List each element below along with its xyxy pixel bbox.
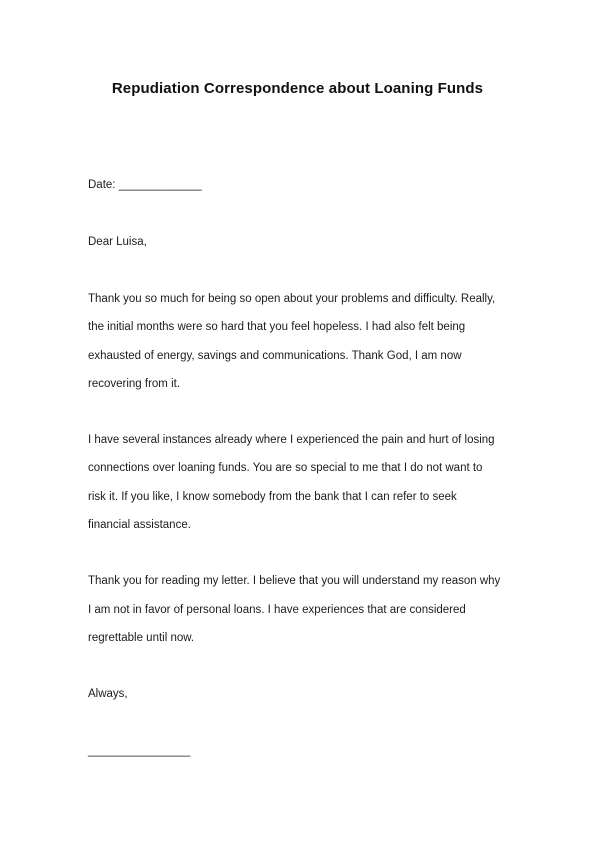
paragraph-2-line-2: connections over loaning funds. You are so special to me that I do not want to (88, 462, 483, 474)
paragraph-1-line-2: the initial months were so hard that you feel hopeless. I had also felt being (88, 321, 466, 333)
document-title: Repudiation Correspondence about Loaning Funds (111, 80, 484, 97)
paragraph-3-line-2: I am not in favor of personal loans. I have experiences that are considered (88, 604, 466, 616)
paragraph-1-line-1: Thank you so much for being so open about your problems and difficulty. Really, (88, 293, 496, 305)
paragraph-1-line-4: recovering from it. (88, 378, 181, 390)
paragraph-2-line-4: financial assistance. (88, 519, 191, 531)
paragraph-3-line-1: Thank you for reading my letter. I believe that you will understand my reason why (88, 575, 501, 587)
signature-line: ________________ (88, 745, 191, 757)
paragraph-1-line-3: exhausted of energy, savings and communications. Thank God, I am now (88, 350, 462, 362)
paragraph-2-line-1: I have several instances already where I experienced the pain and hurt of losing (88, 434, 495, 446)
closing: Always, (88, 688, 128, 700)
date-line: Date: _____________ (88, 179, 202, 191)
salutation: Dear Luisa, (88, 236, 147, 248)
paragraph-2-line-3: risk it. If you like, I know somebody from the bank that I can refer to seek (88, 491, 457, 503)
paragraph-3-line-3: regrettable until now. (88, 632, 195, 644)
